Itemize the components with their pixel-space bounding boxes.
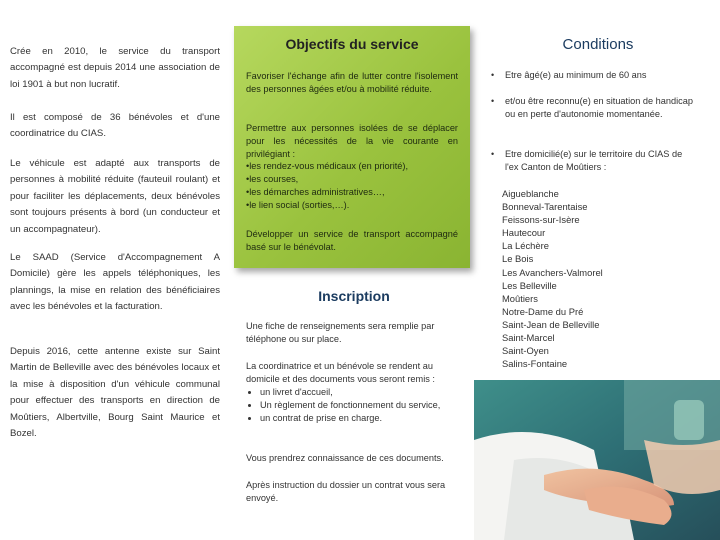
- list-item: • un contrat de prise en charge.: [260, 412, 462, 425]
- objectifs-text-3: Développer un service de transport accompagné basé sur le bénévolat.: [246, 229, 458, 252]
- towns-list: [502, 187, 632, 370]
- inscription-text-2: [246, 360, 462, 425]
- volunteers-paragraph: Il est composé de 36 bénévoles et d'une coordinatrice du CIAS.: [10, 112, 220, 140]
- saad-paragraph: Le SAAD (Service d'Accompagnement A Domicile) gère les appels téléphoniques, les plannings, la mise en relation des bénéficiaires avec les bénévoles et la facturation.: [10, 252, 220, 313]
- town-item: Salins-Fontaine: [502, 358, 568, 370]
- bullet-icon: •: [491, 70, 495, 80]
- objectifs-box: [234, 26, 470, 268]
- condition-handicap: [491, 95, 695, 121]
- objectifs-text-2: Permettre aux personnes isolées de se déplacer pour les nécessités de la vie courante en privilégiant : •les rendez-vous médicaux (en priorité), •les courses, •les démarches administratives…, •le lien social (sorties,…).: [246, 123, 458, 210]
- condition-text: et/ou être reconnu(e) en situation de handicap ou en perte d'autonomie momentanée.: [505, 96, 693, 119]
- antenna-paragraph: Depuis 2016, cette antenne existe sur Saint Martin de Belleville avec des bénévoles locaux et la mise à disposition d'un véhicule communal pour effectuer des transports en direction de Moûtiers, Albertville, Bourg Saint Maurice et Bozel.: [10, 346, 220, 440]
- town-item: Saint-Marcel: [502, 332, 555, 344]
- town-item: Moûtiers: [502, 292, 538, 304]
- town-item: Feissons-sur-Isère: [502, 214, 580, 226]
- intro-paragraph: Crée en 2010, le service du transport accompagné est depuis 2014 une association de loi 1901 à but non lucratif.: [10, 46, 220, 90]
- town-item: Saint-Oyen: [502, 345, 549, 357]
- bullet-icon: •: [491, 96, 495, 106]
- inscription-text-4: Après instruction du dossier un contrat vous sera envoyé.: [246, 480, 446, 503]
- care-photo: [474, 380, 720, 540]
- inscription-text-1: Une fiche de renseignements sera remplie par téléphone ou sur place.: [246, 321, 435, 344]
- town-item: Saint-Jean de Belleville: [502, 318, 600, 330]
- condition-domicile: [491, 148, 695, 174]
- objectifs-title: Objectifs du service: [285, 36, 419, 52]
- town-item: Notre-Dame du Pré: [502, 305, 584, 317]
- objectifs-text-1: Favoriser l'échange afin de lutter contre l'isolement des personnes âgées et/ou à mobilité réduite.: [246, 71, 458, 94]
- condition-age: [491, 69, 695, 82]
- town-item: Les Avanchers-Valmorel: [502, 266, 603, 278]
- town-item: Le Bois: [502, 253, 534, 265]
- inscription-text-3: Vous prendrez connaissance de ces documents.: [246, 453, 444, 463]
- town-item: La Léchère: [502, 240, 549, 252]
- inscription-intro: La coordinatrice et un bénévole se rendent au domicile et des documents vous seront remis :: [246, 361, 435, 384]
- conditions-title: Conditions: [562, 36, 634, 53]
- condition-text: Etre domicilié(e) sur le territoire du CIAS de l'ex Canton de Moûtiers :: [505, 149, 683, 172]
- bullet-icon: •: [491, 149, 495, 159]
- town-item: Bonneval-Tarentaise: [502, 201, 588, 213]
- vehicle-paragraph: Le véhicule est adapté aux transports de personnes à mobilité réduite (fauteuil roulant) et pour faciliter les déplacements, deux bénévoles sont toujours présents à bord (un conducteur et un accompagnateur).: [10, 158, 220, 235]
- inscription-title: Inscription: [318, 288, 390, 304]
- list-item: • un livret d'accueil,: [260, 386, 462, 399]
- condition-text: Etre âgé(e) au minimum de 60 ans: [505, 70, 647, 80]
- town-item: Hautecour: [502, 227, 546, 239]
- list-item: • Un règlement de fonctionnement du service,: [260, 399, 462, 412]
- town-item: Aigueblanche: [502, 188, 559, 199]
- documents-list: [246, 386, 462, 425]
- town-item: Les Belleville: [502, 279, 557, 291]
